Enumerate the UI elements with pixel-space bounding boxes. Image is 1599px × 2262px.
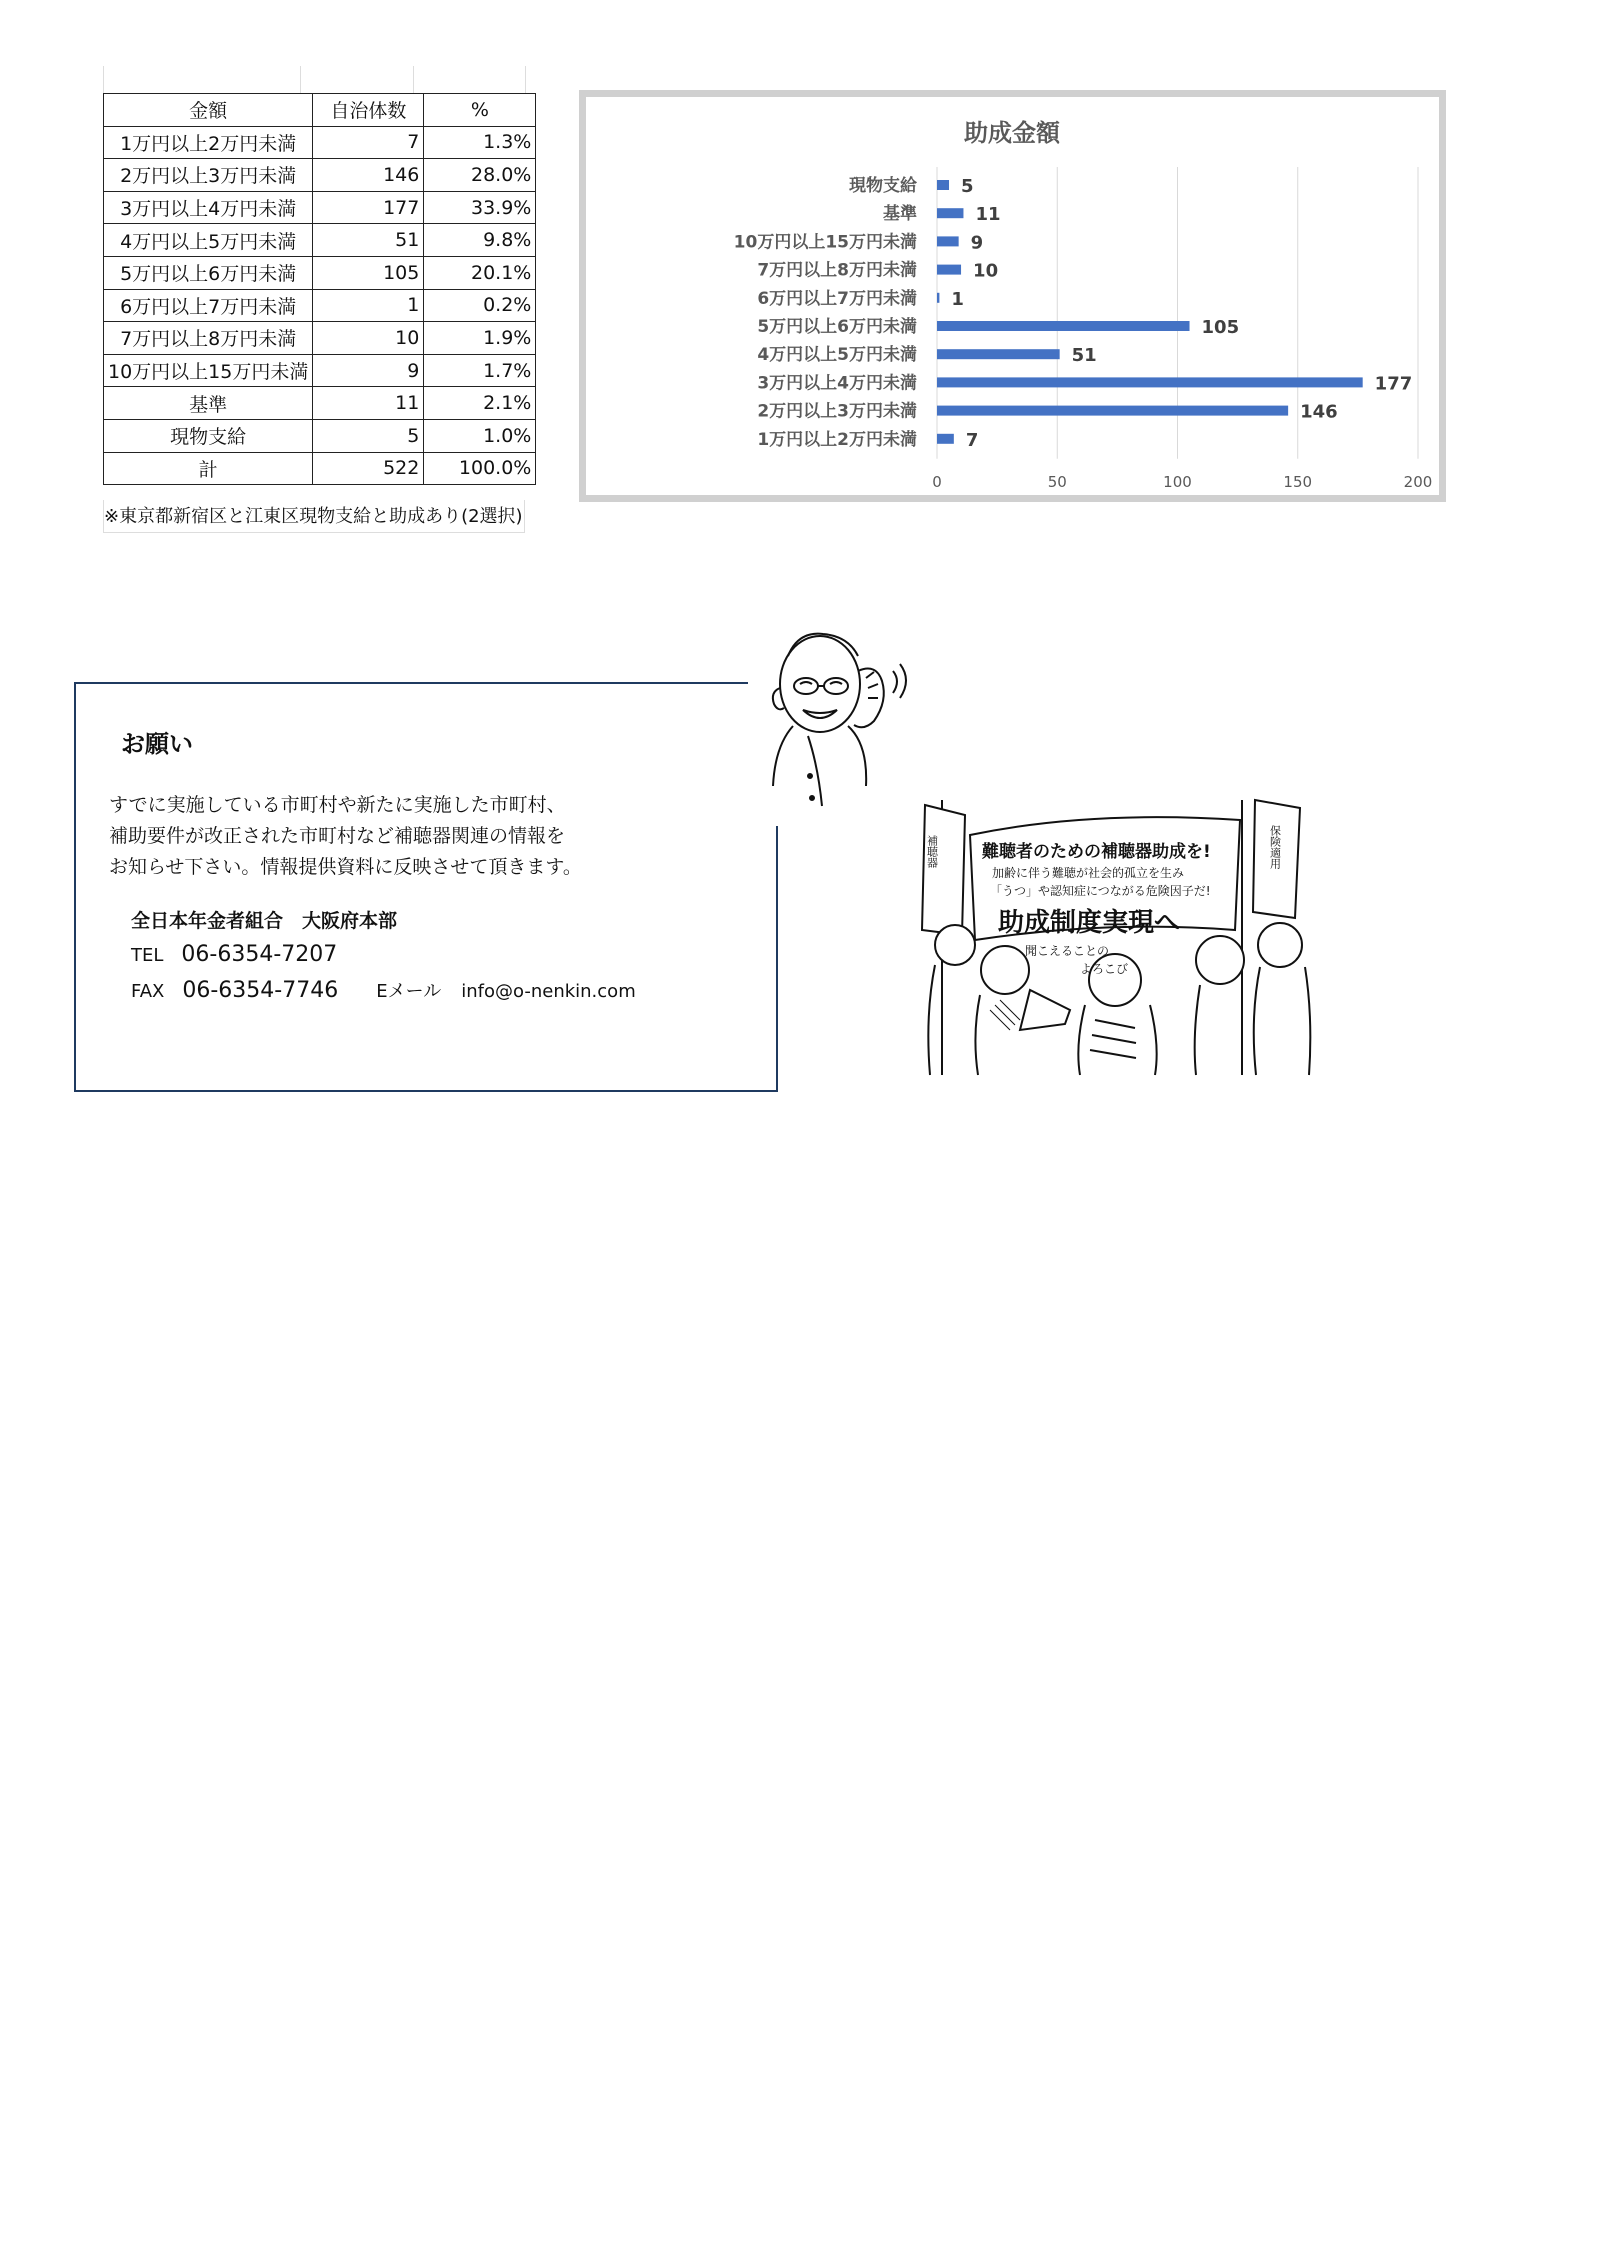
fax-line <box>131 977 636 1003</box>
cell-percent: 1.9% <box>424 322 536 355</box>
cell-percent: 1.7% <box>424 354 536 387</box>
fax-number: 06-6354-7746 <box>182 978 339 1003</box>
request-line: お知らせ下さい。情報提供資料に反映させて頂きます。 <box>109 856 582 878</box>
bar <box>937 434 954 444</box>
header-percent: % <box>424 94 536 127</box>
x-tick-label: 50 <box>1047 472 1067 491</box>
organization-name: 全日本年金者組合 大阪府本部 <box>131 910 398 932</box>
cell-count: 7 <box>313 126 424 159</box>
data-label: 7 <box>965 429 979 451</box>
banner-main-text: 難聴者のための補聴器助成を! <box>982 842 1211 862</box>
email-label: Eメール <box>376 981 442 1002</box>
table-row <box>104 322 536 355</box>
cell-amount: 基準 <box>104 387 313 420</box>
table-row <box>104 387 536 420</box>
category-label: 6万円以上7万円未満 <box>757 288 917 309</box>
cell-amount: 3万円以上4万円未満 <box>104 191 313 224</box>
grid-line <box>413 66 414 93</box>
table-row <box>104 289 536 322</box>
request-body <box>109 790 582 883</box>
x-tick-label: 150 <box>1283 472 1313 491</box>
cell-percent: 33.9% <box>424 191 536 224</box>
cell-percent: 2.1% <box>424 387 536 420</box>
cell-amount: 10万円以上15万円未満 <box>104 354 313 387</box>
old-man-listening-illustration <box>748 626 918 826</box>
table-row <box>104 354 536 387</box>
category-label: 5万円以上6万円未満 <box>757 317 917 337</box>
left-pole-text: 補聴器 <box>925 835 939 868</box>
table-row <box>104 256 536 289</box>
data-label: 9 <box>970 232 984 254</box>
bar-chart <box>579 90 1446 502</box>
bar <box>937 377 1363 387</box>
banner-small2-text: よろこび <box>1080 962 1129 976</box>
chart-title: 助成金額 <box>964 119 1060 147</box>
x-tick-label: 200 <box>1403 472 1433 491</box>
data-label: 51 <box>1071 345 1097 367</box>
category-label: 10万円以上15万円未満 <box>733 232 917 253</box>
request-line: 補助要件が改正された市町村など補聴器関連の情報を <box>109 825 566 847</box>
request-box <box>74 682 778 1092</box>
grid-line <box>103 66 104 93</box>
data-label: 105 <box>1201 317 1240 338</box>
banner-big-text: 助成制度実現へ <box>998 908 1181 938</box>
category-label: 4万円以上5万円未満 <box>757 345 917 366</box>
banner-sub1-text: 加齢に伴う難聴が社会的孤立を生み <box>992 866 1185 880</box>
cell-count: 51 <box>313 224 424 257</box>
request-title: お願い <box>121 730 193 758</box>
cell-amount: 7万円以上8万円未満 <box>104 322 313 355</box>
table-row <box>104 452 536 485</box>
header-count: 自治体数 <box>313 94 424 127</box>
bar <box>937 349 1060 359</box>
bar <box>937 406 1288 416</box>
cell-count: 5 <box>313 419 424 452</box>
data-label: 5 <box>961 176 974 197</box>
cell-count: 105 <box>313 256 424 289</box>
protest-cartoon-illustration <box>920 795 1330 1085</box>
right-pole-text: 保険適用 <box>1268 825 1282 869</box>
table-row <box>104 159 536 192</box>
bar <box>937 236 959 246</box>
banner-small1-text: 聞こえることの <box>1025 944 1110 958</box>
cell-percent: 1.3% <box>424 126 536 159</box>
chart-canvas <box>586 97 1439 495</box>
cell-count: 522 <box>313 452 424 485</box>
header-amount: 金額 <box>104 94 313 127</box>
x-tick-label: 0 <box>932 472 942 491</box>
category-label: 基準 <box>883 204 917 225</box>
cell-count: 9 <box>313 354 424 387</box>
bar <box>937 208 963 218</box>
table-row <box>104 224 536 257</box>
table-note: ※東京都新宿区と江東区現物支給と助成あり(2選択) <box>103 500 525 533</box>
tel-line <box>131 942 337 967</box>
tel-number: 06-6354-7207 <box>181 942 338 967</box>
cell-percent: 9.8% <box>424 224 536 257</box>
bar <box>937 265 961 275</box>
bar <box>937 321 1190 331</box>
cell-amount: 1万円以上2万円未満 <box>104 126 313 159</box>
bar <box>937 293 939 303</box>
category-label: 1万円以上2万円未満 <box>757 429 917 450</box>
table-row <box>104 191 536 224</box>
x-tick-label: 100 <box>1163 472 1192 491</box>
fax-label: FAX <box>131 981 165 1002</box>
data-label: 10 <box>973 260 999 282</box>
cell-amount: 2万円以上3万円未満 <box>104 159 313 192</box>
cell-percent: 0.2% <box>424 289 536 322</box>
table-row <box>104 419 536 452</box>
bar <box>937 180 949 190</box>
cell-count: 177 <box>313 191 424 224</box>
cell-percent: 1.0% <box>424 419 536 452</box>
table-header-row <box>104 94 536 127</box>
cell-count: 11 <box>313 387 424 420</box>
cell-amount: 5万円以上6万円未満 <box>104 256 313 289</box>
grid-line <box>525 66 526 93</box>
cell-amount: 4万円以上5万円未満 <box>104 224 313 257</box>
request-line: すでに実施している市町村や新たに実施した市町村、 <box>109 794 566 816</box>
grid-line <box>300 66 301 93</box>
cell-count: 146 <box>313 159 424 192</box>
table-row <box>104 126 536 159</box>
cell-amount: 現物支給 <box>104 419 313 452</box>
cell-amount: 6万円以上7万円未満 <box>104 289 313 322</box>
data-label: 177 <box>1374 373 1413 395</box>
category-label: 2万円以上3万円未満 <box>757 401 917 422</box>
cell-count: 10 <box>313 322 424 355</box>
amount-table <box>103 93 536 485</box>
tel-label: TEL <box>131 945 164 966</box>
banner-sub2-text: 「うつ」や認知症につながる危険因子だ! <box>990 884 1211 898</box>
category-label: 7万円以上8万円未満 <box>757 260 917 281</box>
cell-count: 1 <box>313 289 424 322</box>
cell-percent: 28.0% <box>424 159 536 192</box>
data-label: 146 <box>1300 401 1338 423</box>
cell-amount: 計 <box>104 452 313 485</box>
data-label: 11 <box>975 204 1001 226</box>
cell-percent: 20.1% <box>424 256 536 289</box>
data-label: 1 <box>951 288 964 310</box>
cell-percent: 100.0% <box>424 452 536 485</box>
email-address: info@o-nenkin.com <box>461 981 636 1002</box>
category-label: 3万円以上4万円未満 <box>757 373 917 394</box>
category-label: 現物支給 <box>849 176 917 196</box>
